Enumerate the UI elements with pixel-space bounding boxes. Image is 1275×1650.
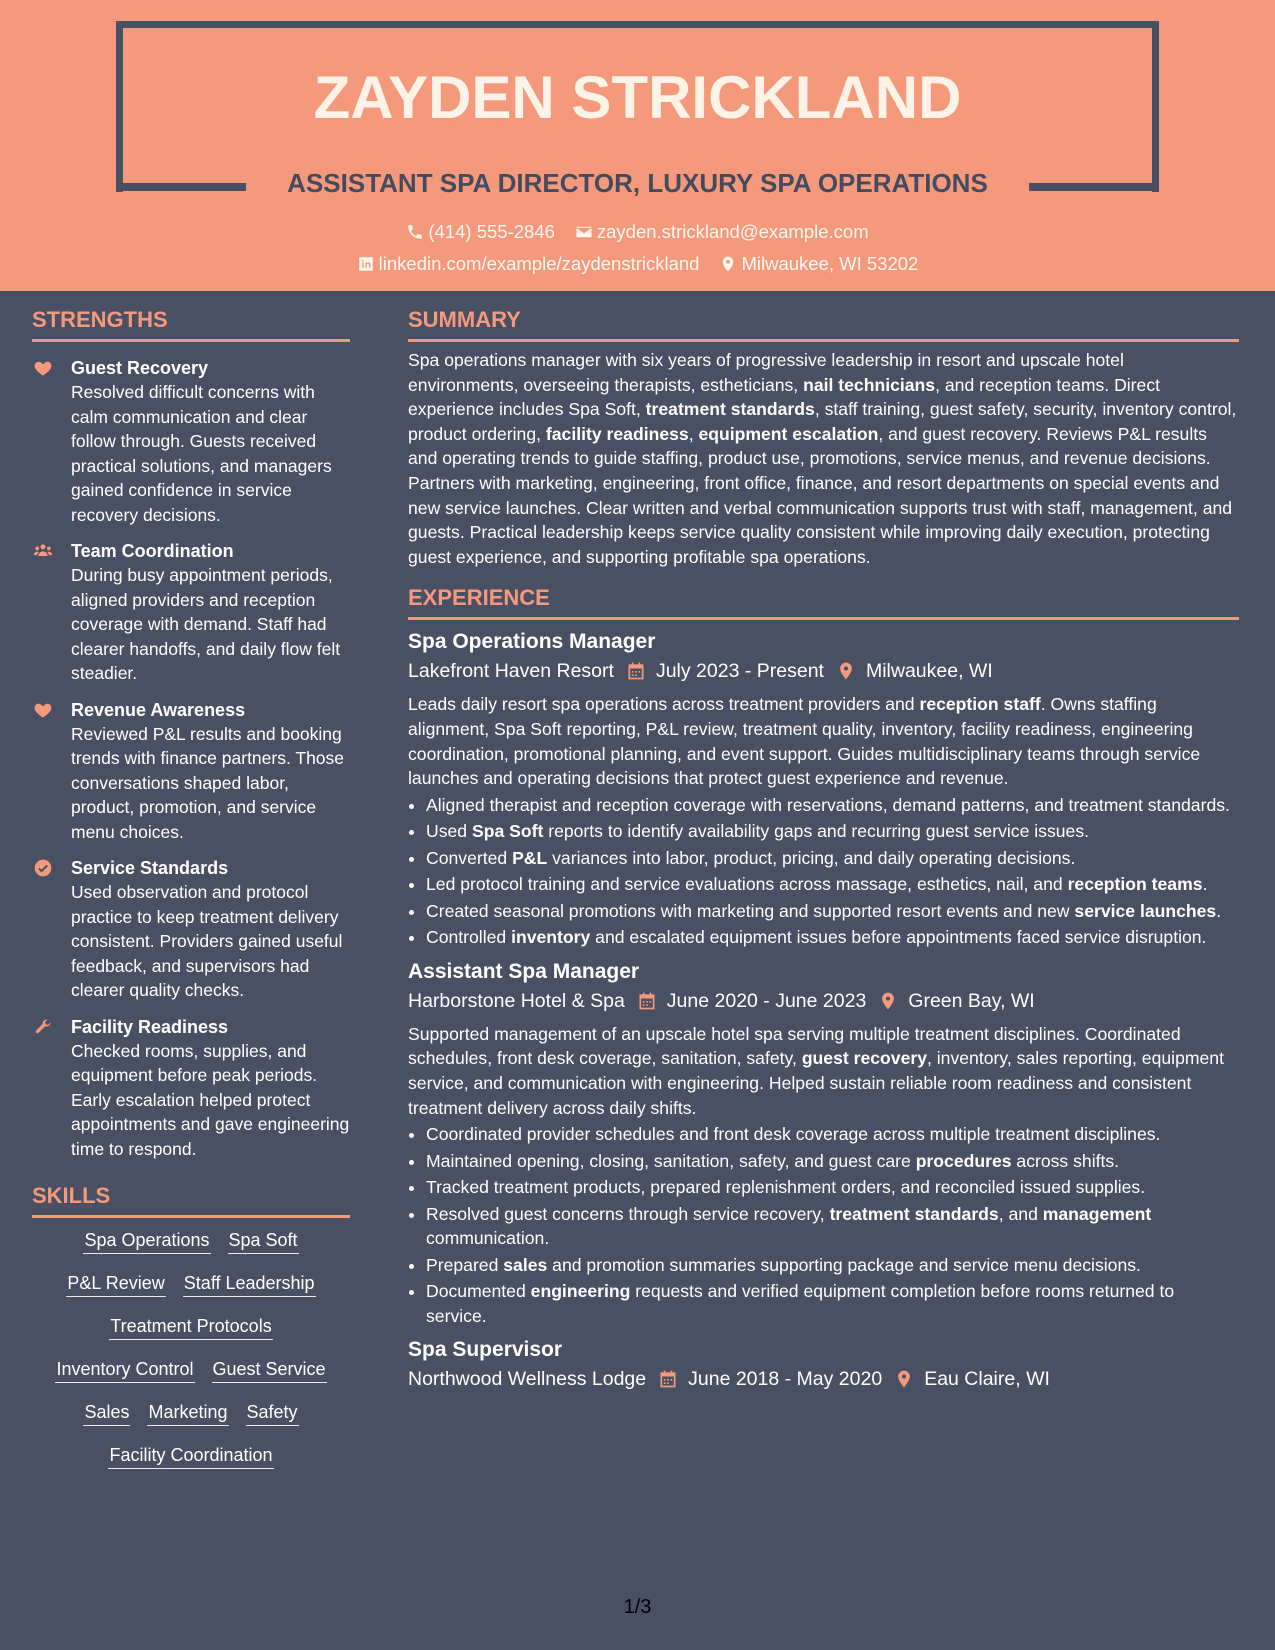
envelope-icon [575,223,593,241]
job-location: Green Bay, WI [908,989,1035,1012]
job-bullet [426,1279,1239,1328]
text-run: Prepared [426,1254,504,1275]
job-bullet [426,846,1239,871]
job-company: Harborstone Hotel & Spa [408,989,625,1012]
page-number: 1/3 [623,1596,652,1618]
job-meta [408,1364,1239,1394]
text-run: Controlled [426,927,512,948]
job-company: Northwood Wellness Lodge [408,1368,647,1391]
text-run: Spa operations manager with six years of progressive leadership in resort and upscale hotel environments, overseeing therapists, estheticians, [408,350,1124,395]
text-run: Converted [426,847,513,868]
job-meta [408,986,1239,1016]
section-rule [408,617,1239,620]
strength-title: Facility Readiness [71,1016,229,1037]
strength-icon [32,1017,54,1037]
job-bullet [426,1202,1239,1251]
left-column [32,305,350,1469]
text-run: across shifts. [1011,1150,1120,1171]
contact-row [0,220,1275,244]
text-run: . [1216,900,1222,921]
text-run: Supported management of an upscale hotel spa serving multiple treatment disciplines. Coordinated schedules, front desk coverage, sanitation, safety, [408,1023,1181,1069]
calendar-icon [637,991,657,1011]
job-dates: June 2018 - May 2020 [688,1368,883,1391]
text-run: and promotion summaries supporting package and service menu decisions. [547,1254,1141,1275]
job-title: Assistant Spa Manager [408,959,640,983]
linkedin-icon [357,255,375,273]
skills-list [32,1228,350,1469]
job-title: Spa Operations Manager [408,630,656,654]
skill-tag: Safety [246,1400,299,1426]
email-contact[interactable] [575,220,869,244]
strength-title: Service Standards [71,858,229,878]
section-rule [32,339,350,342]
skills-heading: SKILLS [32,1183,111,1208]
text-run: reception teams [1067,874,1203,895]
text-run: Created seasonal promotions with marketing and supported resort events and new [426,900,1075,921]
text-run: guest recovery [801,1048,927,1069]
text-run: reports to identify availability gaps and recurring guest service issues. [543,821,1090,842]
text-run: reception staff [919,694,1041,715]
phone-contact[interactable] [406,220,555,244]
job-entry [408,1336,1239,1394]
job-bullet [426,872,1239,897]
skill-tag: Treatment Protocols [109,1314,272,1340]
job-bullet [426,899,1239,924]
calendar-icon [626,661,646,681]
job-location: Milwaukee, WI [865,660,993,683]
text-run: facility readiness [545,423,689,444]
text-run: management [1042,1203,1152,1224]
skill-tag: P&L Review [66,1271,165,1297]
strength-title: Team Coordination [71,541,234,561]
map-pin-icon [836,661,856,681]
text-run: , [688,423,699,444]
text-run: requests and verified equipment completion before rooms returned to service. [426,1281,1175,1326]
strengths-list [32,356,350,1161]
text-run: engineering [530,1281,631,1302]
text-run: . [1202,874,1208,895]
job-entry [408,958,1239,1328]
candidate-name: ZAYDEN STRICKLAND [313,64,962,131]
job-meta [408,656,1239,686]
text-run: , and guest recovery. Reviews P&L results and operating trends to guide staffing, product use, promotions, service menus, and revenue decisions. Partners with marketing, engineering, front office, finance, and resort departments on special events and new service launches. Clear written and verbal communication supports trust with staff, management, and guests. Practical leadership keeps service quality consistent while improving daily execution, protecting guest experience, and supporting profitable spa operations. [408,423,1233,567]
experience-heading: EXPERIENCE [408,585,550,611]
job-dates: July 2023 - Present [655,660,824,683]
contact-row [0,252,1275,276]
job-bullet [426,1122,1239,1147]
job-bullet [426,819,1239,844]
calendar-icon [658,1369,678,1389]
text-run: Led protocol training and service evaluations across massage, esthetics, nail, and [426,874,1068,895]
text-run: and escalated equipment issues before appointments faced service disruption. [590,927,1207,948]
email-text: zayden.strickland@example.com [596,221,869,242]
strength-item [32,698,350,845]
text-run: Maintained opening, closing, sanitation, safety, and guest care [426,1150,916,1171]
strength-icon [32,541,54,561]
strength-desc: Checked rooms, supplies, and equipment before peak periods. Early escalation helped protect appointments and gave engineering time to respond. [71,1040,350,1159]
strength-icon [32,858,54,878]
text-run: communication. [426,1228,550,1249]
text-run: , staff training, guest safety, security, inventory control, product ordering, [408,399,1237,444]
text-run: Used [426,821,472,842]
text-run: treatment standards [829,1203,999,1224]
text-run: equipment escalation [698,423,879,444]
strength-item [32,356,350,527]
candidate-title: ASSISTANT SPA DIRECTOR, LUXURY SPA OPERATIONS [287,168,988,198]
skill-tag: Guest Service [212,1357,327,1383]
job-bullets [408,793,1239,950]
users-icon [32,541,54,561]
linkedin-text: linkedin.com/example/zaydenstrickland [378,253,700,274]
text-run: sales [503,1254,548,1275]
map-pin-icon [878,991,898,1011]
strength-desc: Resolved difficult concerns with calm communication and clear follow through. Guests received practical solutions, and managers gained confidence in service recovery decisions. [71,382,332,525]
text-run: Tracked treatment products, prepared replenishment orders, and reconciled issued supplies. [426,1177,1146,1198]
text-run: Coordinated provider schedules and front desk coverage across multiple treatment disciplines. [426,1124,1161,1145]
skill-tag: Inventory Control [55,1357,194,1383]
text-run: , inventory, sales reporting, equipment service, and communication with engineering. Helped sustain reliable room readiness and consistent treatment delivery across daily shifts. [408,1048,1224,1118]
check-circle-icon [32,858,54,878]
summary-text [408,348,1239,569]
location-text: Milwaukee, WI 53202 [741,253,919,274]
heart-icon [32,700,54,720]
skill-tag: Marketing [147,1400,228,1426]
job-bullet [426,1175,1239,1200]
job-description [408,1022,1239,1120]
linkedin-contact[interactable] [357,252,700,276]
phone-icon [406,223,424,241]
section-rule [32,1215,350,1218]
text-run: P&L [512,847,548,868]
strengths-heading: STRENGTHS [32,307,168,332]
text-run: Aligned therapist and reception coverage with reservations, demand patterns, and treatment standards. [426,794,1230,815]
job-company: Lakefront Haven Resort [408,660,614,683]
text-run: , and reception teams. Direct experience includes Spa Soft, [408,374,1161,420]
phone-text: (414) 555-2846 [428,221,555,242]
job-bullets [408,1122,1239,1328]
text-run: Spa Soft [471,821,544,842]
skill-tag: Spa Soft [228,1228,299,1254]
summary-heading: SUMMARY [408,307,521,332]
text-run: Leads daily resort spa operations across treatment providers and [408,694,920,715]
skill-tag: Facility Coordination [108,1443,273,1469]
job-dates: June 2020 - June 2023 [666,989,867,1012]
job-title: Spa Supervisor [408,1338,563,1362]
strength-desc: During busy appointment periods, aligned providers and reception coverage with demand. Staff had clearer handoffs, and daily flow felt steadier. [71,565,341,683]
experience-list [408,628,1239,1394]
section-rule [408,339,1239,342]
skill-tag: Spa Operations [83,1228,210,1254]
job-location: Eau Claire, WI [924,1368,1050,1391]
text-run: treatment standards [645,399,815,420]
text-run: Resolved guest concerns through service recovery, [426,1203,830,1224]
strength-desc: Used observation and protocol practice to keep treatment delivery consistent. Providers gained useful feedback, and supervisors had clearer quality checks. [71,882,343,1000]
right-column [408,305,1239,1394]
strength-title: Guest Recovery [71,358,209,378]
job-bullet [426,793,1239,818]
text-run: inventory [511,927,591,948]
strength-item [32,539,350,686]
location-contact [719,252,918,276]
text-run: , and [998,1203,1043,1224]
strength-icon [32,358,54,378]
text-run: variances into labor, product, pricing, and daily operating decisions. [547,847,1076,868]
text-run: nail technicians [803,374,936,395]
text-run: Documented [426,1281,531,1302]
heart-icon [32,358,54,378]
job-bullet [426,1149,1239,1174]
strength-title: Revenue Awareness [71,699,246,720]
job-bullet [426,1253,1239,1278]
job-description [408,692,1239,790]
text-run: procedures [915,1150,1012,1171]
map-pin-icon [719,255,737,273]
skill-tag: Sales [83,1400,130,1426]
job-bullet [426,925,1239,950]
strength-icon [32,700,54,720]
text-run: . Owns staffing alignment, Spa Soft reporting, P&L review, treatment quality, inventory, facility readiness, engineering coordination, promotional planning, and event support. Guides multidisciplinary teams through service launches and operating decisions that protect guest experience and revenue. [408,694,1201,789]
map-pin-icon [894,1369,914,1389]
job-entry [408,628,1239,949]
wrench-icon [32,1017,54,1037]
skill-tag: Staff Leadership [183,1271,316,1297]
strength-item [32,856,350,1003]
strength-desc: Reviewed P&L results and booking trends with finance partners. Those conversations shaped labor, product, promotion, and service menu choices. [71,723,345,842]
strength-item [32,1015,350,1162]
text-run: service launches [1074,900,1217,921]
